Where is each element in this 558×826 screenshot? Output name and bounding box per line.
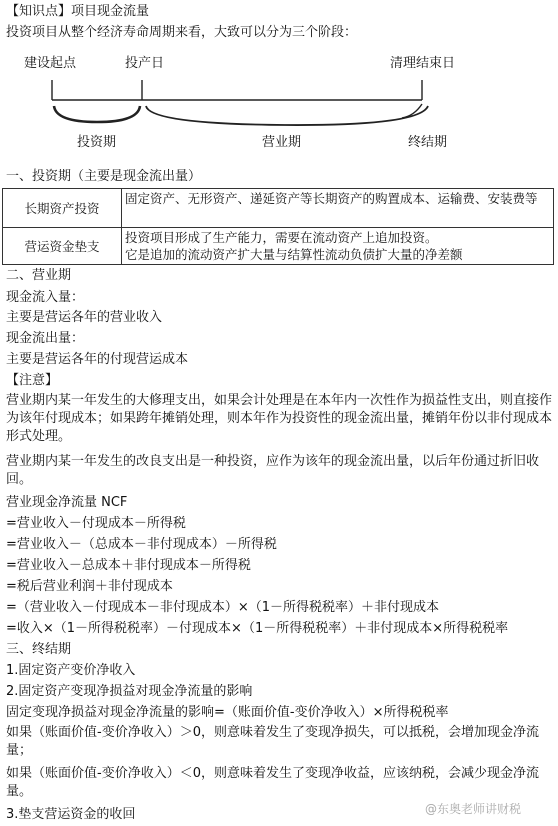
investment-table [2,188,554,265]
final-item-3: 3.垫支营运资金的收回 [6,807,136,822]
table-key: 长期资产投资 [3,189,122,228]
section1-heading: 一、投资期（主要是现金流出量） [6,169,202,184]
outflow-text: 主要是营运各年的付现营运成本 [6,352,189,367]
formula-line: =营业收入－总成本＋非付现成本－所得税 [6,558,251,573]
final-item-2: 2.固定资产变现净损益对现金净流量的影响 [6,684,253,699]
section2-heading: 二、营业期 [6,268,72,283]
brace-operate [146,106,428,125]
table-row [3,189,554,228]
label-phase-operate: 营业期 [262,135,302,150]
final-case-2: 如果（账面价值-变价净收入）＜0，则意味着发生了变现净收益，应该纳税，会减少现金净流量。 [6,766,539,799]
note-2: 营业期内某一年发生的改良支出是一种投资，应作为该年的现金流出量，以后年份通过折旧收回。 [6,454,540,487]
final-item-1: 1.固定资产变价净收入 [6,663,136,678]
formula-line: =营业收入－付现成本－所得税 [6,516,186,531]
formula-line: =（营业收入－付现成本－非付现成本）×（1－所得税税率）＋非付现成本 [6,600,440,615]
intro-text: 投资项目从整个经济寿命周期来看，大致可以分为三个阶段： [6,25,358,40]
inflow-text: 主要是营运各年的营业收入 [6,310,163,325]
table-row [3,228,554,265]
label-phase-final: 终结期 [408,135,448,150]
watermark: @东奥老师讲财税 [425,802,522,816]
label-end: 清理结束日 [390,56,456,71]
section3-heading: 三、终结期 [6,642,72,657]
formula-line: =税后营业利润＋非付现成本 [6,579,173,594]
outflow-label: 现金流出量： [6,331,85,346]
table-key: 营运资金垫支 [3,228,122,265]
final-case-1: 如果（账面价值-变价净收入）＞0，则意味着发生了变现净损失，可以抵税，会增加现金净流量； [6,725,539,758]
label-start: 建设起点 [24,56,77,71]
ncf-label: 营业现金净流量 NCF [6,495,128,510]
note-1: 营业期内某一年发生的大修理支出，如果会计处理是在本年内一次性作为损益性支出，则直接作为该年付现成本；如果跨年摊销处理，则本年作为投资性的现金流出量，摊销年份以非付现成本形式处理。 [6,393,553,444]
formula-line: =营业收入－（总成本－非付现成本）－所得税 [6,537,277,552]
final-formula: 固定变现净损益对现金净流量的影响=（账面价值-变价净收入）×所得税税率 [6,705,449,720]
label-production: 投产日 [125,56,165,71]
inflow-label: 现金流入量： [6,290,85,305]
label-phase-invest: 投资期 [77,135,117,150]
table-value: 固定资产、无形资产、递延资产等长期资产的购置成本、运输费、安装费等 [122,189,554,228]
brace-invest [54,106,140,122]
table-value: 投资项目形成了生产能力，需要在流动资产上追加投资。 它是追加的流动资产扩大量与结算性流动负债扩大量的净差额 [122,228,554,265]
page-title: 【知识点】项目现金流量 [6,4,150,19]
timeline-svg [0,70,558,170]
formula-line: =收入×（1－所得税税率）－付现成本×（1－所得税税率）＋非付现成本×所得税税率 [6,621,509,636]
note-label: 【注意】 [6,373,59,388]
